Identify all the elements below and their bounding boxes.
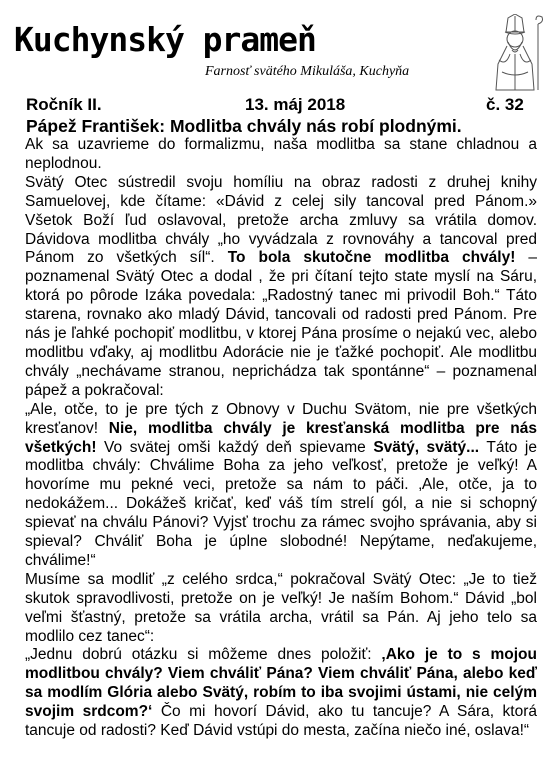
article-headline: Pápež František: Modlitba chvály nás robí plodnými. xyxy=(26,116,462,136)
article-paragraph xyxy=(25,401,537,571)
paragraph-text: Ak sa uzavrieme do formalizmu, naša modlitba sa stane chladnou a neplodnou. xyxy=(25,136,537,172)
emphasis-text: Nie, modlitba chvály je kresťanská modlitba pre nás všetkých! xyxy=(25,419,537,456)
newsletter-title: Kuchynský prameň xyxy=(14,20,316,59)
paragraph-text: Svätý Otec sústredil svoju homíliu na obraz radosti z druhej knihy Samuelovej, kde čítame: «Dávid z celej sily tancoval pred Pánom.» Všetok Boží ľud oslavoval, pretože archa zmluvy sa vrátila domov. Dávidova modlitba chvály „ho vyvádzala z rovnováhy a tancoval pred Pánom zo všetkých síl“. xyxy=(25,173,537,267)
issue-date: 13. máj 2018 xyxy=(245,95,346,114)
article-body xyxy=(25,136,537,741)
paragraph-text: Táto je modlitba chvály: Chválime Boha za jeho veľkosť, pretože je veľký! A hovoríme mu pekné veci, pretože sa nám to páči. ‚Ale, otče, ja to nedokážem... Dokážeš kričať, keď váš tím strelí gól, a nie si schopný spievať na chválu Pánovi? Vyjsť trochu za rámec svojho správania, aby si spieval? Chváliť Boha je úplne slobodné! Nepýtame, neďakujeme, chválime!“ xyxy=(25,438,537,569)
emphasis-text: To bola skutočne modlitba chvály! xyxy=(227,249,516,267)
volume-label: Ročník II. xyxy=(26,95,102,114)
issue-number: č. 32 xyxy=(486,95,524,114)
saint-nicholas-icon xyxy=(486,14,544,92)
article-paragraph xyxy=(25,646,537,741)
emphasis-text: Svätý, svätý... xyxy=(373,438,480,456)
paragraph-text: Čo mi hovorí Dávid, ako tu tancuje? A Sára, ktorá tancuje od radosti? Keď Dávid vstúpi do mesta, začína niečo iné, oslava!“ xyxy=(25,703,537,740)
paragraph-text: „Jednu dobrú otázku si môžeme dnes položiť: xyxy=(25,646,382,664)
article-paragraph xyxy=(25,571,537,647)
paragraph-text: „Ale, otče, to je pre tých z Obnovy v Duchu Svätom, nie pre všetkých kresťanov! xyxy=(25,400,537,437)
article-paragraph xyxy=(25,136,537,174)
paragraph-text: Musíme sa modliť „z celého srdca,“ pokračoval Svätý Otec: „Je to tiež skutok spravodlivosti, pretože on je veľký! Je naším Bohom.“ Dávid „bol veľmi šťastný, pretože sa vrátila archa, vrátil sa Pán. Aj jeho telo sa modlilo cez tanec“: xyxy=(25,570,537,645)
emphasis-text: ‚Ako je to s mojou modlitbou chvály? Viem chváliť Pána? Viem chváliť Pána, alebo keď sa modlím Glória alebo Svätý, robím to iba svojimi ústami, nie celým svojim srdcom?‘ xyxy=(25,646,537,721)
paragraph-text: Vo svätej omši každý deň spievame xyxy=(96,438,374,456)
parish-subtitle: Farnosť svätého Mikuláša, Kuchyňa xyxy=(205,64,410,79)
article-paragraph xyxy=(25,174,537,401)
paragraph-text: – poznamenal Svätý Otec a dodal , že pri čítaní tejto state myslí na Sáru, ktorá po pôrode Izáka povedala: „Radostný tanec mi privodil Boh.“ Táto starena, rovnako ako mladý Dávid, tancovali od radosti pred Pánom. Pre nás je ľahké pochopiť modlitbu, v ktorej Pána prosíme o nejakú vec, alebo modlitbu vďaky, aj modlitbu Adorácie nie je ťažké pochopiť. Ale modlitbu chvály „nechávame stranou, neprichádza tak spontánne“ – poznamenal pápež a pokračoval: xyxy=(25,249,537,399)
